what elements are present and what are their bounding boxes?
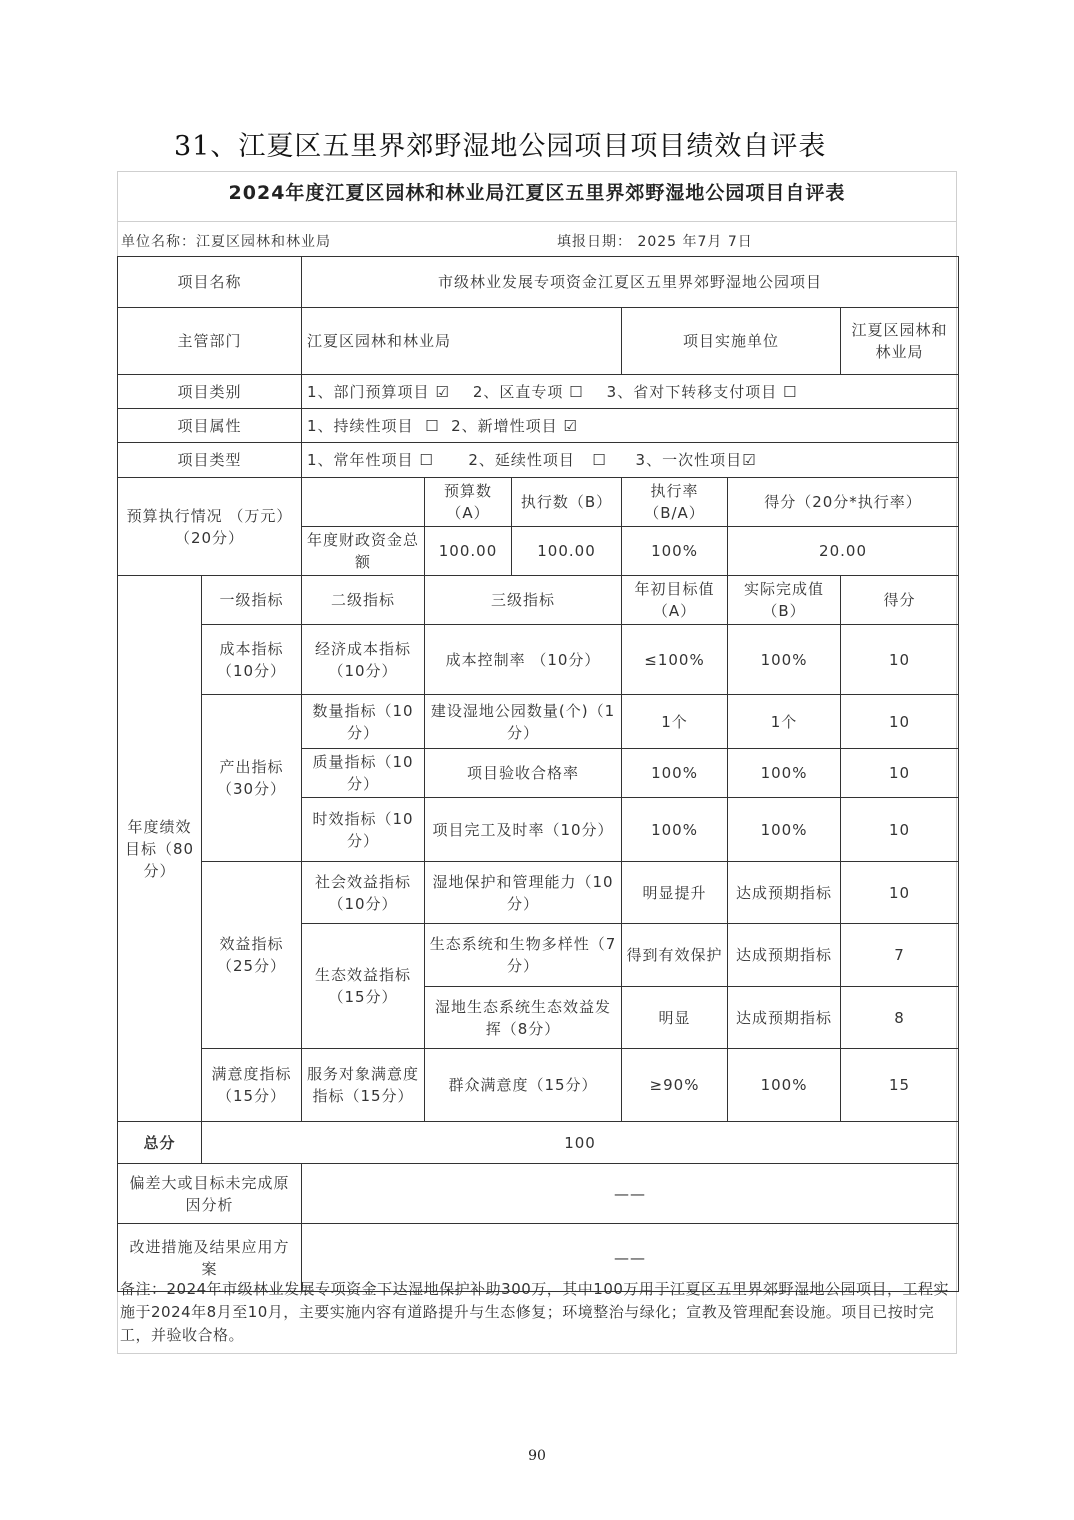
budget-header-exec: 执行数（B）	[512, 478, 622, 527]
benefit-eco-score: 8	[841, 987, 959, 1049]
output-level3: 项目完工及时率（10分）	[425, 798, 622, 862]
header-score: 得分	[841, 576, 959, 625]
impl-unit-value: 江夏区园林和林业局	[841, 308, 959, 375]
benefit-eco-level3: 生态系统和生物多样性（7分）	[425, 924, 622, 987]
cost-target: ≤100%	[622, 625, 728, 695]
satisfaction-level1: 满意度指标（15分）	[202, 1049, 302, 1122]
output-actual: 100%	[728, 749, 841, 798]
type-value: 1、常年性项目 ☐ 2、延续性项目 ☐ 3、一次性项目☑	[302, 443, 959, 478]
satisfaction-level3: 群众满意度（15分）	[425, 1049, 622, 1122]
cost-level3: 成本控制率 （10分）	[425, 625, 622, 695]
evaluation-table	[117, 256, 959, 1292]
attribute-value: 1、持续性项目 ☐ 2、新增性项目 ☑	[302, 409, 959, 443]
output-level2: 时效指标（10分）	[302, 798, 425, 862]
output-level3: 建设湿地公园数量(个)（1分）	[425, 695, 622, 749]
total-value: 100	[202, 1122, 959, 1164]
benefit-social-target: 明显提升	[622, 862, 728, 924]
cost-level2: 经济成本指标（10分）	[302, 625, 425, 695]
satisfaction-score: 15	[841, 1049, 959, 1122]
cost-actual: 100%	[728, 625, 841, 695]
benefit-eco-level3: 湿地生态系统生态效益发挥（8分）	[425, 987, 622, 1049]
cost-score: 10	[841, 625, 959, 695]
benefit-eco-actual: 达成预期指标	[728, 987, 841, 1049]
project-name-label: 项目名称	[118, 257, 302, 308]
total-label: 总分	[118, 1122, 202, 1164]
project-name-value: 市级林业发展专项资金江夏区五里界郊野湿地公园项目	[302, 257, 959, 308]
cost-level1: 成本指标（10分）	[202, 625, 302, 695]
budget-header-score: 得分（20分*执行率）	[728, 478, 959, 527]
header-level2: 二级指标	[302, 576, 425, 625]
benefit-social-score: 10	[841, 862, 959, 924]
dept-value: 江夏区园林和林业局	[302, 308, 622, 375]
fill-date: 填报日期： 2025 年7月 7日	[557, 234, 753, 250]
category-value: 1、部门预算项目 ☑ 2、区直专项 ☐ 3、省对下转移支付项目 ☐	[302, 375, 959, 409]
attribute-label: 项目属性	[118, 409, 302, 443]
benefit-eco-target: 明显	[622, 987, 728, 1049]
benefit-social-actual: 达成预期指标	[728, 862, 841, 924]
benefit-level1: 效益指标（25分）	[202, 862, 302, 1049]
impl-unit-label: 项目实施单位	[622, 308, 841, 375]
rate-value: 100%	[622, 527, 728, 576]
output-score: 10	[841, 695, 959, 749]
output-level2: 质量指标（10分）	[302, 749, 425, 798]
benefit-eco-actual: 达成预期指标	[728, 924, 841, 987]
benefit-eco-score: 7	[841, 924, 959, 987]
perf-target-label: 年度绩效目标（80分）	[118, 576, 202, 1122]
remarks-note: 备注：2024年市级林业发展专项资金下达湿地保护补助300万，其中100万用于江夏区五里界郊野湿地公园项目，工程实施于2024年8月至10月，主要实施内容有道路提升与生态修复；环境整治与绿化；宣教及管理配套设施。项目已按时完工，并验收合格。	[120, 1280, 949, 1344]
header-level1: 一级指标	[202, 576, 302, 625]
output-actual: 1个	[728, 695, 841, 749]
benefit-social-level2: 社会效益指标（10分）	[302, 862, 425, 924]
category-label: 项目类别	[118, 375, 302, 409]
header-target: 年初目标值（A）	[622, 576, 728, 625]
output-level3: 项目验收合格率	[425, 749, 622, 798]
budget-label: 预算执行情况 （万元）（20分）	[118, 478, 302, 576]
output-actual: 100%	[728, 798, 841, 862]
form-title: 2024年度江夏区园林和林业局江夏区五里界郊野湿地公园项目自评表	[228, 182, 846, 204]
exec-value: 100.00	[512, 527, 622, 576]
type-label: 项目类型	[118, 443, 302, 478]
output-level1: 产出指标（30分）	[202, 695, 302, 862]
budget-header-rate: 执行率（B/A）	[622, 478, 728, 527]
deviation-label: 偏差大或目标未完成原因分析	[118, 1164, 302, 1224]
output-target: 1个	[622, 695, 728, 749]
satisfaction-actual: 100%	[728, 1049, 841, 1122]
satisfaction-level2: 服务对象满意度指标（15分）	[302, 1049, 425, 1122]
output-target: 100%	[622, 798, 728, 862]
page-number: 90	[528, 1448, 546, 1464]
unit-name: 单位名称：江夏区园林和林业局	[121, 234, 331, 250]
improvement-label: 改进措施及结果应用方案	[118, 1224, 302, 1292]
page-heading: 31、江夏区五里界郊野湿地公园项目项目绩效自评表	[174, 131, 827, 162]
budget-row-label: 年度财政资金总额	[302, 527, 425, 576]
budget-header-budget: 预算数（A）	[425, 478, 512, 527]
header-actual: 实际完成值（B）	[728, 576, 841, 625]
improvement-value: ——	[302, 1224, 959, 1292]
output-score: 10	[841, 798, 959, 862]
benefit-eco-target: 得到有效保护	[622, 924, 728, 987]
output-level2: 数量指标（10分）	[302, 695, 425, 749]
dept-label: 主管部门	[118, 308, 302, 375]
budget-blank-header	[302, 478, 425, 527]
benefit-eco-level2: 生态效益指标（15分）	[302, 924, 425, 1049]
title-divider	[117, 221, 957, 222]
header-level3: 三级指标	[425, 576, 622, 625]
output-score: 10	[841, 749, 959, 798]
benefit-social-level3: 湿地保护和管理能力（10分）	[425, 862, 622, 924]
satisfaction-target: ≥90%	[622, 1049, 728, 1122]
output-target: 100%	[622, 749, 728, 798]
budget-value: 100.00	[425, 527, 512, 576]
deviation-value: ——	[302, 1164, 959, 1224]
budget-score-value: 20.00	[728, 527, 959, 576]
